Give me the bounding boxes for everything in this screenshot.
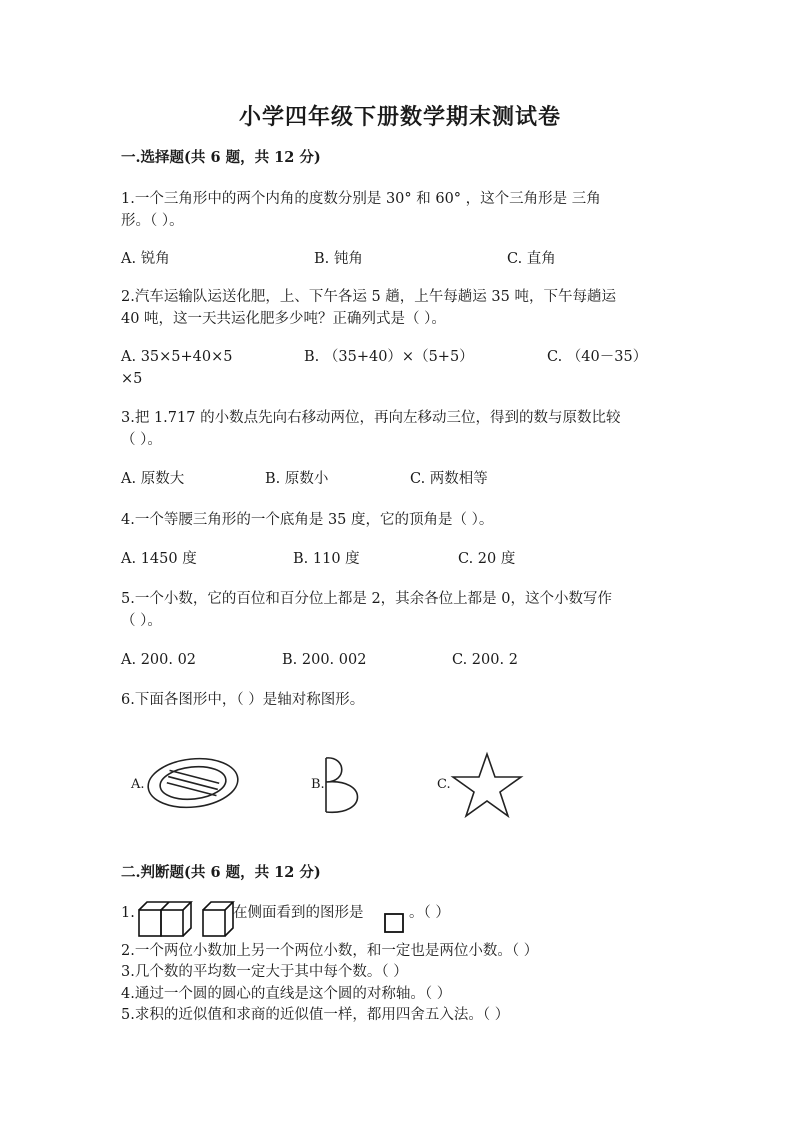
letter-b-figure [320,754,370,816]
question-1-option-c: C. 直角 [507,251,556,267]
question-1-option-a: A. 锐角 [121,251,170,267]
judgement-1-text: 在侧面看到的图形是 [233,905,364,921]
question-2-option-a: A. 35×5+40×5 [121,349,233,365]
judgement-1-suffix: 。（ ） [409,905,450,921]
figure-label-c: C. [437,777,451,792]
question-4-line1: 4.一个等腰三角形的一个底角是 35 度，它的顶角是（ ）。 [121,512,494,528]
judgement-4: 4.通过一个圆的圆心的直线是这个圆的对称轴。（ ） [121,986,452,1002]
question-1-option-b: B. 钝角 [314,251,363,267]
no-entry-ellipse-figure [145,755,241,811]
section-heading-judgement: 二.判断题(共 6 题，共 12 分) [121,864,321,881]
question-2-option-c-continued: ×5 [121,371,143,387]
question-5-option-a: A. 200. 02 [121,652,197,668]
judgement-5: 5.求积的近似值和求商的近似值一样，都用四舍五入法。（ ） [121,1007,510,1023]
question-2-line1: 2.汽车运输队运送化肥，上、下午各运 5 趟，上午每趟运 35 吨，下午每趟运 [121,289,616,305]
question-2-option-c: C. （40－35） [547,349,648,365]
square-figure [384,913,404,933]
section-heading-choice: 一.选择题(共 6 题，共 12 分) [121,149,321,166]
question-5-option-b: B. 200. 002 [282,652,367,668]
question-3-option-a: A. 原数大 [121,471,185,487]
figure-label-a: A. [131,777,145,792]
question-5-line1: 5.一个小数，它的百位和百分位上都是 2，其余各位上都是 0，这个小数写作 [121,591,613,607]
question-6-line1: 6.下面各图形中，（ ）是轴对称图形。 [121,692,365,708]
page-title: 小学四年级下册数学期末测试卷 [238,104,561,130]
question-4-option-a: A. 1450 度 [121,551,197,567]
question-2-line2: 40 吨，这一天共运化肥多少吨？正确列式是（ ）。 [121,311,446,327]
question-1-line1: 1.一个三角形中的两个内角的度数分别是 30° 和 60° ，这个三角形是 三角 [121,191,601,207]
question-3-line2: （ ）。 [121,432,162,448]
question-3-line1: 3.把 1.717 的小数点先向右移动两位，再向左移动三位，得到的数与原数比较 [121,410,621,426]
question-4-option-c: C. 20 度 [458,551,516,567]
judgement-2: 2.一个两位小数加上另一个两位小数，和一定也是两位小数。（ ） [121,943,539,959]
question-5-line2: （ ）。 [121,613,162,629]
judgement-3: 3.几个数的平均数一定大于其中每个数。（ ） [121,964,408,980]
question-3-option-c: C. 两数相等 [410,471,488,487]
figure-label-b: B. [311,777,325,792]
question-2-option-b: B. （35+40）×（5+5） [304,349,474,365]
star-figure [451,752,523,818]
cubes-figure [137,898,233,940]
question-1-line2: 形。（ ）。 [121,213,184,229]
question-3-option-b: B. 原数小 [265,471,329,487]
question-5-option-c: C. 200. 2 [452,652,518,668]
judgement-1-prefix: 1. [121,905,135,921]
question-4-option-b: B. 110 度 [293,551,360,567]
